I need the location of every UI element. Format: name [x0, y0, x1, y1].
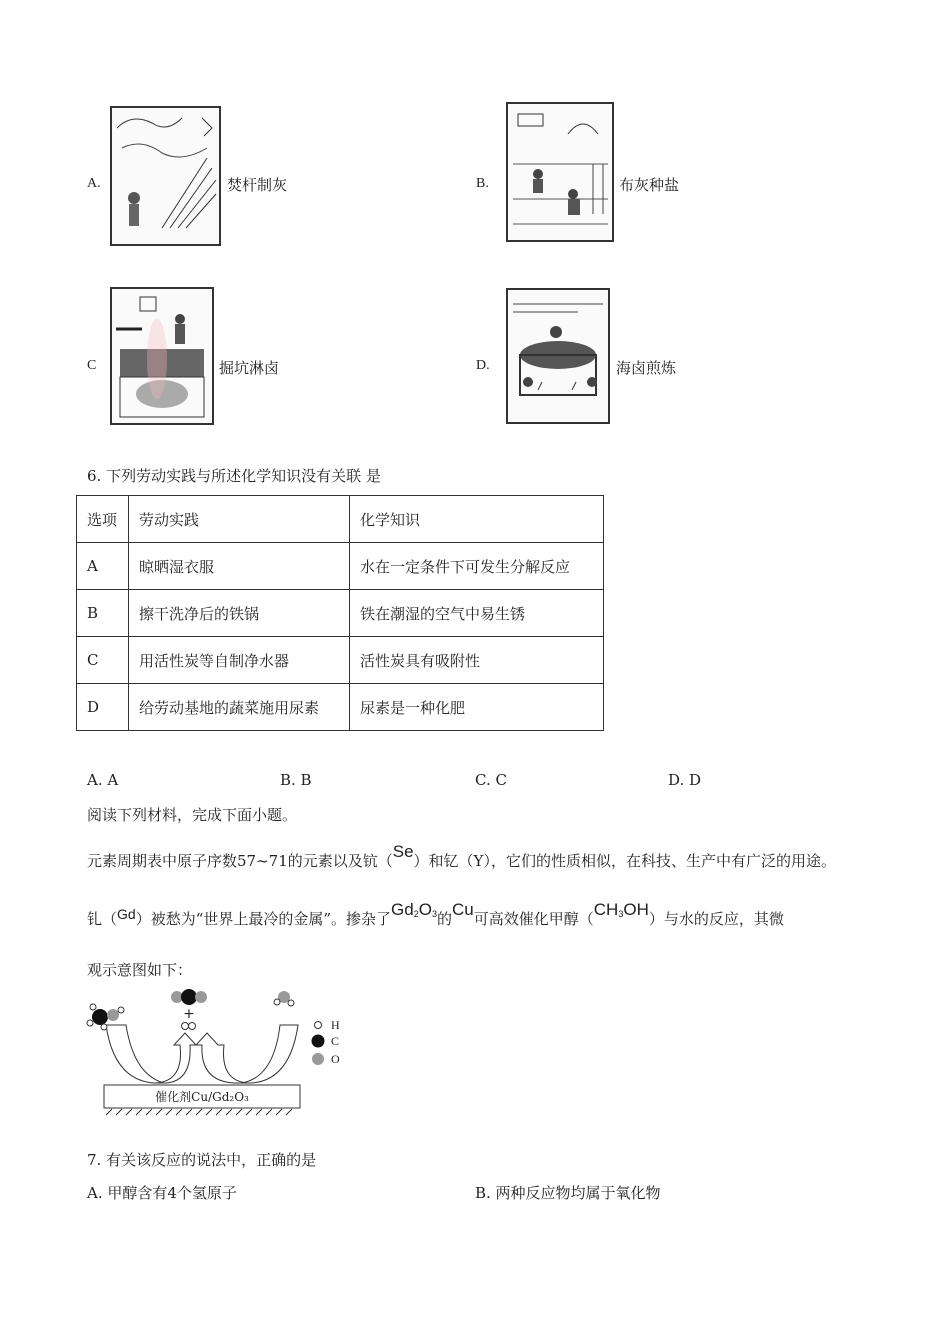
hydrogen-atom: [90, 1004, 96, 1010]
option-b-letter: B.: [476, 176, 489, 191]
option-c-caption: 掘坑淋卤: [219, 359, 280, 377]
hydrogen-atom: [288, 1000, 294, 1006]
table-cell: 活性炭具有吸附性: [350, 637, 604, 684]
legend-carbon-swatch: [312, 1035, 325, 1048]
reaction-diagram: [84, 985, 364, 1120]
illustration-boiling-brine: [506, 288, 610, 424]
table-cell: C: [77, 637, 129, 684]
table-cell: 晾晒湿衣服: [129, 543, 350, 590]
question-6-stem: 6. 下列劳动实践与所述化学知识没有关联 是: [87, 467, 381, 485]
option-a-caption: 焚杆制灰: [227, 176, 288, 194]
question-6-table: [76, 495, 604, 731]
material-line-2: [87, 900, 784, 929]
table-row: [77, 637, 604, 684]
formula-gd: Gd: [117, 906, 136, 922]
table-header-row: [77, 496, 604, 543]
arrow-left-down: [106, 1025, 164, 1083]
h2-molecule: [182, 1023, 189, 1030]
hydrogen-atom: [118, 1007, 124, 1013]
illustration-pit-brine: [110, 287, 214, 425]
text: 2: [413, 909, 419, 919]
text: CH: [593, 900, 619, 919]
hatching: [106, 1109, 292, 1115]
hydrogen-atom: [274, 999, 280, 1005]
table-header-cell: 选项: [77, 496, 129, 543]
oxygen-atom: [195, 991, 207, 1003]
text: 3: [618, 909, 624, 919]
text: OH: [623, 900, 649, 919]
table-cell: 给劳动基地的蔬菜施用尿素: [129, 684, 350, 731]
material-line-1: [87, 842, 836, 871]
option-b-caption: 布灰种盐: [619, 176, 680, 194]
oxygen-atom: [107, 1009, 119, 1021]
answer-option-a: A. A: [87, 771, 119, 789]
table-row: [77, 684, 604, 731]
woodcut-image-d: [508, 290, 608, 422]
table-cell: 用活性炭等自制净水器: [129, 637, 350, 684]
text: 可高效催化甲醇（: [473, 910, 594, 928]
arrow-right-up: [196, 1033, 248, 1083]
table-header-cell: 化学知识: [350, 496, 604, 543]
text: 元素周期表中原子序数57~71的元素以及钪（: [87, 852, 393, 870]
table-header-cell: 劳动实践: [129, 496, 350, 543]
methanol-molecule: [92, 1009, 108, 1025]
text: ）和钇（Y），它们的性质相似，在科技、生产中有广泛的用途。: [413, 852, 836, 870]
hydrogen-atom: [189, 1023, 196, 1030]
formula-gd2o3: [391, 900, 437, 919]
option-d-caption: 海卤煎炼: [616, 359, 677, 377]
text: 的: [437, 910, 453, 928]
option-d-letter: D.: [476, 358, 490, 373]
table-cell: A: [77, 543, 129, 590]
legend-hydrogen-swatch: [315, 1022, 322, 1029]
illustration-burning-straw: [110, 106, 221, 246]
legend-hydrogen-label: H: [331, 1018, 340, 1032]
answer-option-c: C. C: [475, 771, 507, 789]
answer-option-b: B. B: [280, 771, 312, 789]
carbon-atom: [181, 989, 197, 1005]
text: O: [418, 900, 432, 919]
woodcut-image-a: [112, 108, 219, 244]
table-cell: 铁在潮湿的空气中易生锈: [350, 590, 604, 637]
question-7-option-a: A. 甲醇含有4个氢原子: [87, 1184, 237, 1202]
hydrogen-atom: [101, 1024, 107, 1030]
text: 钆（: [87, 910, 118, 928]
answer-option-d: D. D: [668, 771, 702, 789]
formula-ch3oh: [594, 900, 649, 919]
option-c-letter: C: [87, 358, 97, 373]
woodcut-image-c: [112, 289, 212, 423]
legend-oxygen-swatch: [312, 1053, 324, 1065]
table-cell: 尿素是一种化肥: [350, 684, 604, 731]
legend-carbon-label: C: [331, 1034, 340, 1048]
formula-se: Se: [392, 842, 414, 861]
table-row: [77, 590, 604, 637]
text: Gd: [391, 900, 414, 919]
text: ）与水的反应，其微: [648, 910, 784, 928]
question-7-option-b: B. 两种反应物均属于氧化物: [475, 1184, 661, 1202]
formula-cu: Cu: [452, 900, 474, 919]
material-line-3: 观示意图如下：: [87, 961, 193, 979]
arrow-right-down: [242, 1025, 298, 1083]
material-intro: 阅读下列材料，完成下面小题。: [87, 806, 298, 824]
table-cell: 水在一定条件下可发生分解反应: [350, 543, 604, 590]
plus-sign: +: [183, 1006, 195, 1022]
illustration-spreading-ash: [506, 102, 614, 242]
legend-oxygen-label: O: [331, 1052, 340, 1066]
question-7-stem: 7. 有关该反应的说法中，正确的是: [87, 1151, 317, 1169]
catalyst-label: 催化剂Cu/Gd₂O₃: [155, 1090, 249, 1104]
text: ）被愁为“世界上最冷的金属”。掺杂了: [135, 910, 392, 928]
arrow-left-up: [156, 1033, 196, 1083]
text: 3: [431, 909, 437, 919]
option-a-letter: A.: [87, 176, 101, 191]
table-row: [77, 543, 604, 590]
hydrogen-atom: [87, 1020, 93, 1026]
woodcut-image-b: [508, 104, 612, 240]
table-cell: D: [77, 684, 129, 731]
table-cell: B: [77, 590, 129, 637]
table-cell: 擦干洗净后的铁锅: [129, 590, 350, 637]
